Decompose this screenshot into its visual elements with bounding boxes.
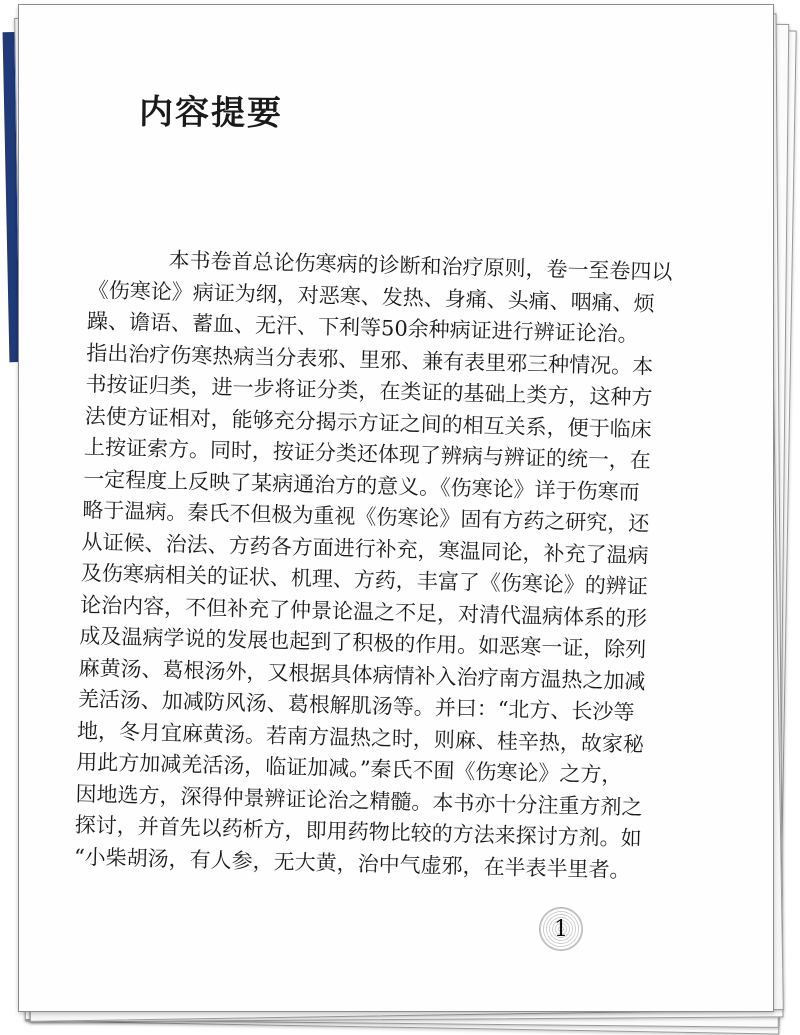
text-line: “小柴胡汤，有人参，无大黄，治中气虚邪，在半表半里者。 [73, 844, 631, 882]
document-page [18, 4, 774, 1012]
text-line: 略于温病。秦氏不但极为重视《伤寒论》固有方药之研究，还 [82, 497, 650, 536]
page-number-badge [539, 907, 583, 951]
text-line: 躁、谵语、蓄血、无汗、下利等50余种病证进行辨证论治。 [86, 308, 639, 347]
text-line: 及伤寒病相关的证状、机理、方药，丰富了《伤寒论》的辨证 [80, 560, 649, 599]
text-line: 用此方加减羌活汤，临证加减。”秦氏不囿《伤寒论》之方， [76, 749, 623, 788]
page-number: 1 [554, 916, 568, 942]
text-line: 从证候、治法、方药各方面进行补充，寒温同论，补充了温病 [81, 529, 649, 568]
text-line: 本书卷首总论伤寒病的诊断和治疗原则，卷一至卷四以 [168, 247, 673, 285]
text-line: 一定程度上反映了某病通治方的意义。《伤寒论》详于伤寒而 [82, 466, 640, 505]
text-line: 羌活汤、加减防风汤、葛根解肌汤等。并曰：“北方、长沙等 [77, 686, 635, 725]
text-line: 《伤寒论》病证为纲，对恶寒、发热、身痛、头痛、咽痛、烦 [87, 277, 655, 316]
text-line: 论治内容，不但补充了仲景论温之不足，对清代温病体系的形 [79, 592, 648, 631]
summary-body [73, 243, 673, 887]
text-line: 成及温病学说的发展也起到了积极的作用。如恶寒一证，除列 [79, 623, 647, 662]
text-line: 因地选方，深得仲景辨证论治之精髓。本书亦十分注重方剂之 [75, 781, 643, 820]
text-line: 地，冬月宜麻黄汤。若南方温热之时，则麻、桂辛热，故家秘 [76, 718, 645, 757]
text-line: 麻黄汤、葛根汤外，又根据具体病情补入治疗南方温热之加减 [78, 655, 646, 694]
text-line: 探讨，并首先以药析方，即用药物比较的方法来探讨方剂。如 [74, 812, 642, 851]
text-line: 指出治疗伤寒热病当分表邪、里邪、兼有表里邪三种情况。本 [86, 340, 654, 379]
page-heading: 内容提要 [138, 92, 284, 134]
text-line: 法使方证相对，能够充分揭示方证之间的相互关系，便于临床 [84, 403, 652, 442]
text-line: 书按证归类，进一步将证分类，在类证的基础上类方，这种方 [85, 371, 653, 410]
text-line: 上按证索方。同时，按证分类还体现了辨病与辨证的统一，在 [83, 434, 652, 473]
